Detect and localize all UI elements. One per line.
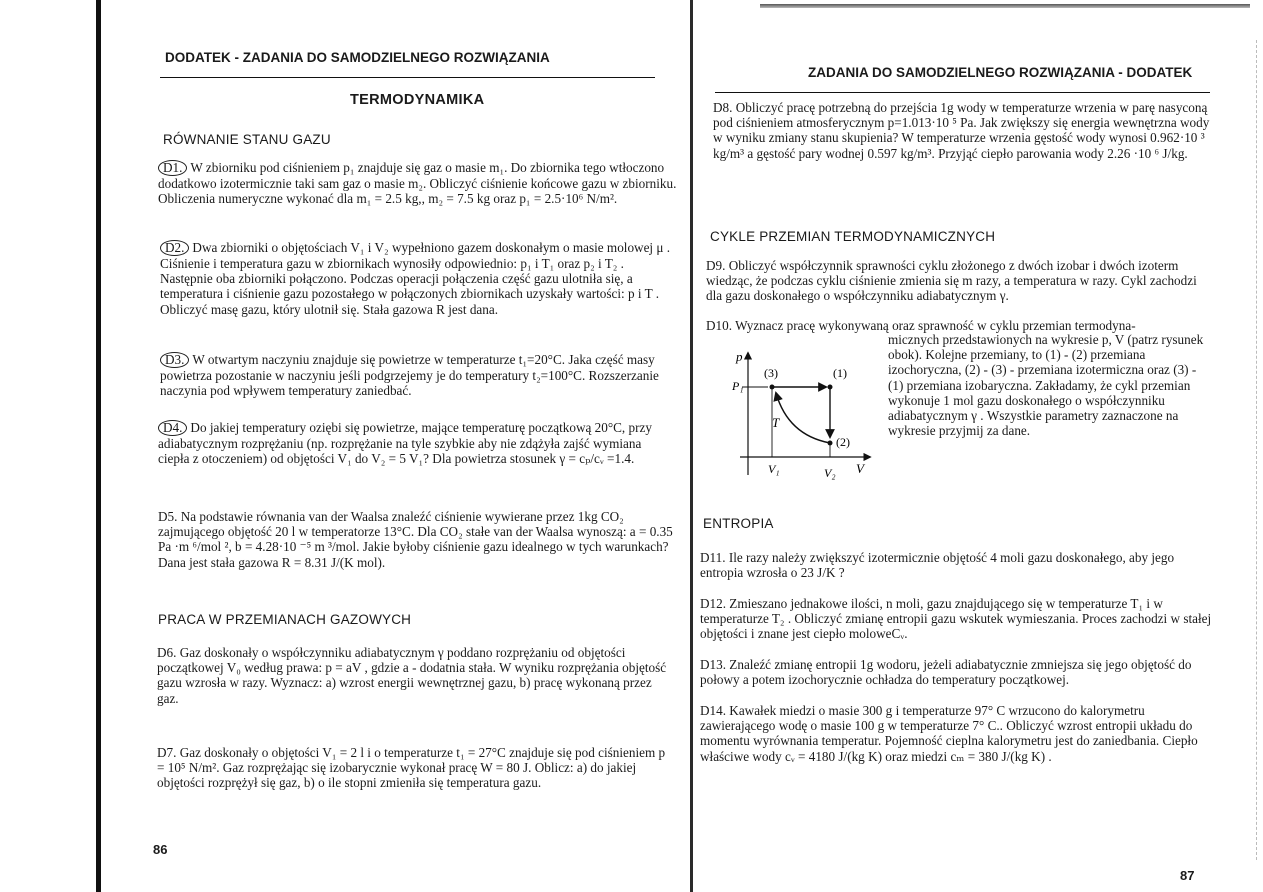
problem-circle-d4: D4. xyxy=(158,420,187,436)
problem-d2 xyxy=(160,240,676,317)
problem-d11: D11. Ile razy należy zwiększyć izotermicznie objętość 4 moli gazu doskonałego, aby jego entropia wzrosła o 23 J/K ? xyxy=(700,550,1175,581)
problem-d3 xyxy=(160,352,672,398)
problem-d9: D9. Obliczyć współczynnik sprawności cyklu złożonego z dwóch izobar i dwóch izoterm wiedząc, że podczas cyklu ciśnienie zmienia się m razy, a temperatura w razy. Cykl zachodzi dla gazu doskonałego o współczynniku adiabatycznym γ. xyxy=(706,258,1197,304)
p1-label: P₁ xyxy=(732,379,744,393)
v-axis-label: V xyxy=(856,461,864,476)
problem-circle-d3: D3. xyxy=(160,352,189,368)
problem-d13: D13. Znaleźć zmianę entropii 1g wodoru, jeżeli adiabatycznie zmniejsza się jego objętość do połowy a potem izochorycznie ochładza do temperatury początkowej. xyxy=(700,657,1192,688)
problem-d10-intro: D10. Wyznacz pracę wykonywaną oraz sprawność w cyklu przemian termodyna- xyxy=(706,318,1136,333)
problem-d6: D6. Gaz doskonały o współczynniku adiabatycznym γ poddano rozprężaniu od objętości początkowej V₀ według prawa: p = aV , gdzie a - dodatnia stała. W wyniku rozprężania objętość gazu wzrosła w razy. Wyznacz: a) wzrost energii wewnętrznej gazu, b) pracę wykonaną przez gaz. xyxy=(157,645,667,706)
point-1 xyxy=(828,385,833,390)
problem-circle-d1: D1. xyxy=(158,160,187,176)
problem-d2-text: Dwa zbiorniki o objętościach V₁ i V₂ wypełniono gazem doskonałym o masie molowej μ . Ciśnienie i temperatura gazu w zbiornikach wynosiły odpowiednio: p₁ i T₁ oraz p₂ i T₂ . Następnie oba zbiorniki połączono. Podczas operacji połączenia część gazu ulotniła się, a temperatura i ciśnienie gazu pozostałego w połączonych zbiornikach uzyskały wartości: p i T . Obliczyć masę gazu, który ulotnił się. Stała gazowa R jest dana. xyxy=(160,240,671,317)
problem-d8: D8. Obliczyć pracę potrzebną do przejścia 1g wody w temperaturze wrzenia w parę nasyconą pod ciśnieniem atmosferycznym p=1.013·10 ⁵ Pa. Jak zwiększy się energia wewnętrzna wody w wyniku zmiany stanu skupienia? W temperaturze wrzenia gęstość wody wynosi 0.962·10 ³ kg/m³ a gęstość pary wodnej 0.597 kg/m³. Przyjąć ciepło parowania wody 2.26 ·10 ⁶ J/kg. xyxy=(713,100,1210,161)
right-page-edge xyxy=(1244,40,1257,860)
chapter-title: TERMODYNAMIKA xyxy=(350,92,485,108)
point-2-label: (2) xyxy=(836,435,850,449)
problem-d3-text: W otwartym naczyniu znajduje się powietrze w temperaturze t₁=20°C. Jaka część masy powietrza pozostanie w naczyniu jeśli podgrzejemy je do temperatury t₂=100°C. Rozszerzanie naczynia pod wpływem temperatury zaniedbać. xyxy=(160,352,659,399)
left-page-number: 86 xyxy=(153,842,168,857)
section-gas-state: RÓWNANIE STANU GAZU xyxy=(163,132,331,147)
left-header-rule xyxy=(160,77,655,78)
v1-label: V₁ xyxy=(768,462,780,476)
point-1-label: (1) xyxy=(833,366,847,380)
book-gutter xyxy=(690,0,693,892)
section-cycles: CYKLE PRZEMIAN TERMODYNAMICZNYCH xyxy=(710,229,996,244)
right-page-number: 87 xyxy=(1180,868,1195,883)
problem-d4 xyxy=(158,420,674,466)
problem-d4-text: Do jakiej temperatury oziębi się powietrze, mające temperaturę początkową 20°C, przy adiabatycznym rozprężaniu (np. rozprężanie na tyle szybkie aby nie zdążyła zajść wymiana ciepła z otoczeniem) od objętości V₁ do V₂ = 5 V₁? Dla powietrza stosunek γ = cₚ/cᵥ =1.4. xyxy=(158,420,652,467)
top-scan-edge xyxy=(760,4,1250,8)
problem-d5: D5. Na podstawie równania van der Waalsa znaleźć ciśnienie wywierane przez 1kg CO₂ zajmującego objętość 20 l w temperatorze 13°C. Dla CO₂ stałe van der Waalsa wynoszą: a = 0.35 Pa ·m ⁶/mol ², b = 4.28·10 ⁻⁵ m ³/mol. Jakie byłoby ciśnienie gazu idealnego w tych warunkach? Dana jest stała gazowa R = 8.31 J/(K mol). xyxy=(158,509,673,570)
problem-circle-d2: D2. xyxy=(160,240,189,256)
point-2 xyxy=(828,441,833,446)
problem-d7: D7. Gaz doskonały o objętości V₁ = 2 l i o temperaturze t₁ = 27°C znajduje się pod ciśnieniem p = 10⁵ N/m². Gaz rozprężając się izobarycznie wykonał pracę W = 80 J. Oblicz: a) do jakiej objętości rozprężył się gaz, b) o ile stopni zmieniła się temperatura gazu. xyxy=(157,745,666,791)
problem-d1 xyxy=(158,160,678,206)
section-entropy: ENTROPIA xyxy=(703,516,774,531)
problem-d1-text: W zbiorniku pod ciśnieniem p₁ znajduje się gaz o masie m₁. Do zbiornika tego wtłoczono dodatkowo izotermicznie taki sam gaz o masie m₂. Obliczyć ciśnienie końcowe gazu w zbiorniku. Obliczenia numeryczne wykonać dla m₁ = 2.5 kg,, m₂ = 7.5 kg oraz p₁ = 2.5·10⁶ N/m². xyxy=(158,160,677,207)
point-3 xyxy=(770,385,775,390)
right-header-rule xyxy=(715,92,1210,93)
point-3-label: (3) xyxy=(764,366,778,380)
pv-cycle-diagram xyxy=(730,345,880,485)
v2-label: V₂ xyxy=(824,466,836,480)
problem-d12: D12. Zmieszano jednakowe ilości, n moli, gazu znajdującego się w temperaturze T₁ i w temperaturze T₂ . Obliczyć zmianę entropii gazu wskutek wymieszania. Proces zachodzi w stałej objętości i znane jest ciepło moloweCᵥ. xyxy=(700,596,1212,642)
left-running-header: DODATEK - ZADANIA DO SAMODZIELNEGO ROZWIĄZANIA xyxy=(165,50,550,65)
problem-d14: D14. Kawałek miedzi o masie 300 g i temperaturze 97° C wrzucono do kalorymetru zawierającego wodę o masie 100 g w temperaturze 7° C.. Obliczyć wzrost entropii układu do momentu wyrównania temperatur. Pojemność cieplna kalorymetru jest do zaniedbania. Ciepło właściwe wody cᵥ = 4180 J/(kg K) oraz miedzi cₘ = 380 J/(kg K) . xyxy=(700,703,1198,764)
right-running-header: ZADANIA DO SAMODZIELNEGO ROZWIĄZANIA - DODATEK xyxy=(808,65,1193,80)
isotherm-2-3 xyxy=(776,393,830,443)
t-label: T xyxy=(772,415,780,430)
problem-d10-body: micznych przedstawionych na wykresie p, V (patrz rysunek obok). Kolejne przemiany, to (1) - (2) przemiana izochoryczna, (2) - (3) - przemiana izotermiczna oraz (3) - (1) przemiana izobaryczna. Zakładamy, że cykl przemian wykonuje 1 mol gazu doskonałego o współczynniku adiabatycznym γ . Wszystkie parametry zaznaczone na wykresie przyjmij za dane. xyxy=(888,332,1204,439)
section-gas-work: PRACA W PRZEMIANACH GAZOWYCH xyxy=(158,612,412,627)
binding-edge xyxy=(96,0,101,892)
p-axis-label: p xyxy=(736,349,743,364)
